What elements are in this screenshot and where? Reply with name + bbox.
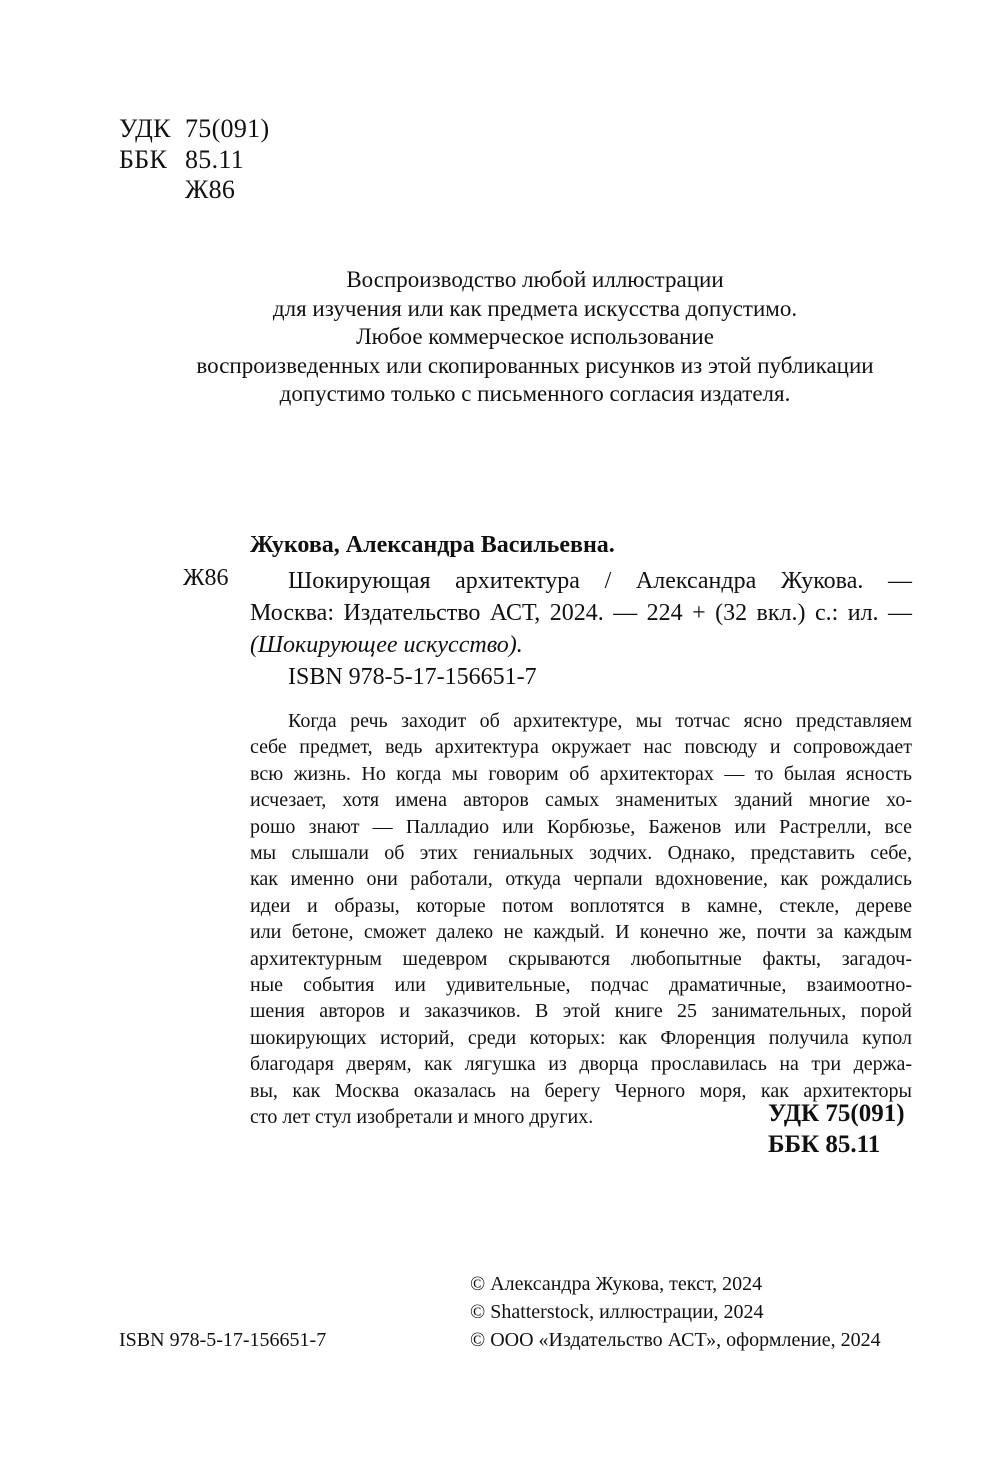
copyright-line: © Shatterstock, иллюстрации, 2024 — [470, 1301, 764, 1323]
annotation-line: шокирующих историй, среди которых: как Флоренция получила купол — [250, 1026, 912, 1049]
copyright-line: © ООО «Издательство АСТ», оформление, 2024 — [470, 1329, 881, 1351]
bbk-value: 85.11 — [185, 145, 245, 174]
cutter-mark: Ж86 — [183, 565, 229, 591]
annotation — [250, 708, 912, 1131]
notice-line: Любое коммерческое использование — [356, 324, 714, 350]
copyright-line: © Александра Жукова, текст, 2024 — [470, 1273, 763, 1295]
cutter-mark-top: Ж86 — [185, 175, 236, 204]
bbk-bottom: ББК 85.11 — [768, 1131, 881, 1158]
annotation-line: ные события или удивительные, подчас драматичные, взаимоотно- — [250, 974, 912, 997]
series-line: (Шокирующее искусство). — [250, 632, 523, 658]
udk-label: УДК — [119, 114, 171, 143]
annotation-line: шения авторов и заказчиков. В этой книге 25 занимательных, порой — [250, 1000, 912, 1023]
annotation-line: вы, как Москва оказалась на берегу Черного моря, как архитекторы — [250, 1079, 912, 1102]
notice-line: для изучения или как предмета искусства допустимо. — [272, 295, 798, 321]
udk-line — [119, 114, 269, 144]
annotation-line: идеи и образы, которые потом воплотятся в камне, стекле, дереве — [250, 894, 912, 917]
notice-line: Воспроизводство любой иллюстрации — [346, 267, 724, 292]
udk-bottom: УДК 75(091) — [768, 1100, 905, 1127]
annotation-line: мы слышали об этих гениальных зодчих. Однако, представить себе, — [250, 842, 912, 865]
bibliographic-description — [250, 565, 912, 661]
annotation-line: или бетоне, сможет далеко не каждый. И конечно же, почти за каждым — [250, 921, 912, 944]
title-line: Шокирующая архитектура / Александра Жукова. — — [288, 568, 912, 594]
reproduction-notice — [130, 266, 940, 409]
annotation-line: рошо знают — Палладио или Корбюзье, Баженов или Растрелли, все — [250, 815, 912, 838]
copyright-block — [470, 1270, 881, 1354]
bbk-label: ББК — [119, 145, 168, 174]
isbn-entry: ISBN 978-5-17-156651-7 — [288, 664, 537, 690]
annotation-line: исчезает, хотя имена авторов самых знаменитых зданий многие хо- — [250, 789, 912, 812]
notice-line: воспроизведенных или скопированных рисунков из этой публикации — [196, 352, 874, 378]
author-heading: Жукова, Александра Васильевна. — [250, 532, 615, 558]
annotation-line: благодаря дверям, как лягушка из дворца прославилась на три держа- — [250, 1053, 912, 1076]
annotation-line: как именно они работали, откуда черпали вдохновение, как рождались — [250, 868, 912, 891]
annotation-line: архитектурным шедевром скрываются любопытные факты, загадоч- — [250, 947, 912, 970]
notice-line: допустимо только с письменного согласия издателя. — [279, 381, 791, 407]
annotation-line: сто лет стул изобретали и много других. — [250, 1106, 594, 1129]
imprint-line: Москва: Издательство АСТ, 2024. — 224 + (32 вкл.) с.: ил. — — [250, 600, 912, 626]
bbk-line — [119, 145, 244, 175]
annotation-line: себе предмет, ведь архитектура окружает нас повсюду и сопровождает — [250, 736, 912, 759]
annotation-line: Когда речь заходит об архитектуре, мы тотчас ясно представляем — [288, 710, 912, 732]
isbn-bottom: ISBN 978-5-17-156651-7 — [119, 1329, 327, 1351]
udk-value: 75(091) — [185, 114, 270, 143]
annotation-line: всю жизнь. Но когда мы говорим об архитекторах — то былая ясность — [250, 762, 912, 785]
